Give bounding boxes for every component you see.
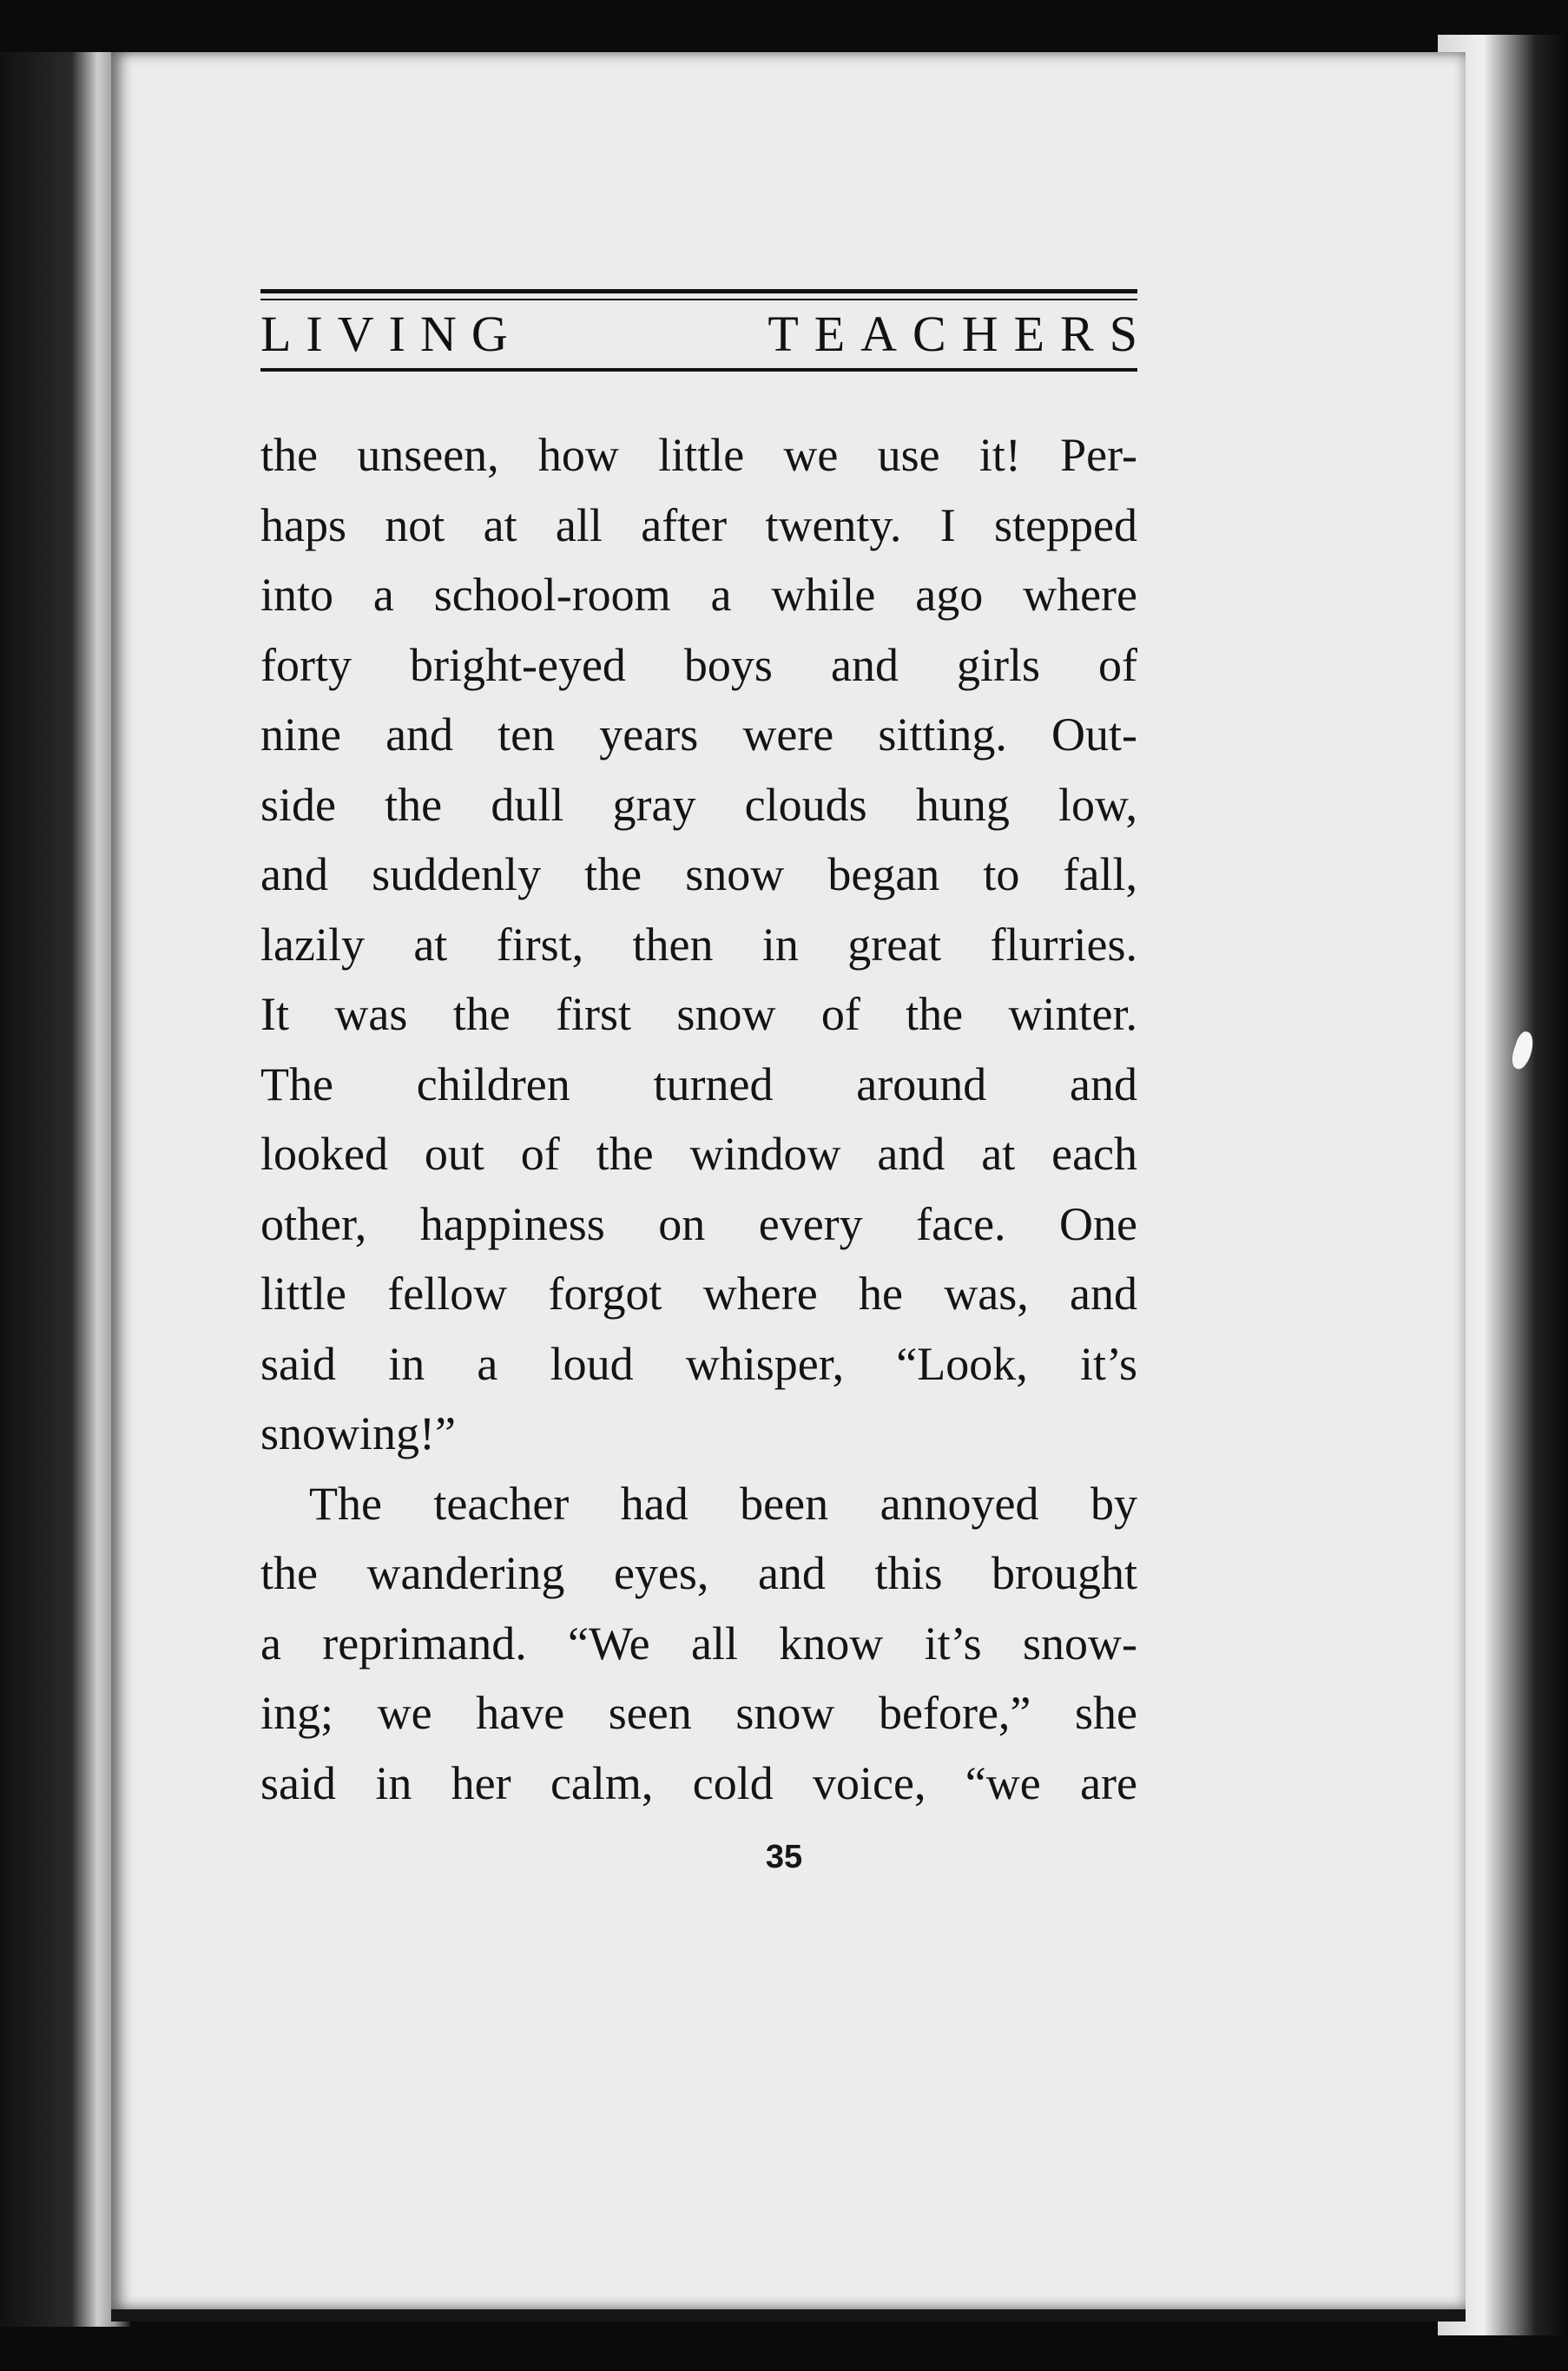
text-line: said in a loud whisper, “Look, it’s (260, 1337, 1137, 1390)
running-header (260, 289, 1153, 372)
text-line: lazily at first, then in great flurries. (260, 918, 1137, 971)
text-line: other, happiness on every face. One (260, 1197, 1137, 1250)
text-line: the wandering eyes, and this brought (260, 1547, 1137, 1599)
text-line: The children turned around and (260, 1057, 1137, 1110)
text-line: haps not at all after twenty. I stepped (260, 498, 1137, 551)
text-line: nine and ten years were sitting. Out- (260, 708, 1137, 761)
text-line: said in her calm, cold voice, “we are (260, 1756, 1137, 1809)
text-line: looked out of the window and at each (260, 1128, 1137, 1180)
running-title (260, 300, 1153, 368)
text-line: a reprimand. “We all know it’s snow- (260, 1617, 1137, 1670)
text-line: and suddenly the snow began to fall, (260, 848, 1137, 900)
text-line: into a school-room a while ago where (260, 569, 1137, 621)
text-line: side the dull gray clouds hung low, (260, 778, 1137, 831)
header-rule-top (260, 289, 1137, 293)
text-line: little fellow forgot where he was, and (260, 1268, 1137, 1320)
header-rule-bottom (260, 368, 1137, 372)
text-line: forty bright-eyed boys and girls of (260, 638, 1137, 691)
text-line-paragraph-start: The teacher had been annoyed by (309, 1477, 1137, 1530)
body-text (260, 420, 1137, 1818)
running-title-right: TEACHERS (768, 306, 1153, 362)
running-title-left: LIVING (260, 306, 523, 362)
text-line: snowing!” (260, 1407, 456, 1459)
text-line: It was the first snow of the winter. (260, 988, 1137, 1040)
text-line: the unseen, how little we use it! Per- (260, 429, 1137, 481)
text-line: ing; we have seen snow before,” she (260, 1687, 1137, 1739)
page-number: 35 (765, 1839, 803, 1875)
